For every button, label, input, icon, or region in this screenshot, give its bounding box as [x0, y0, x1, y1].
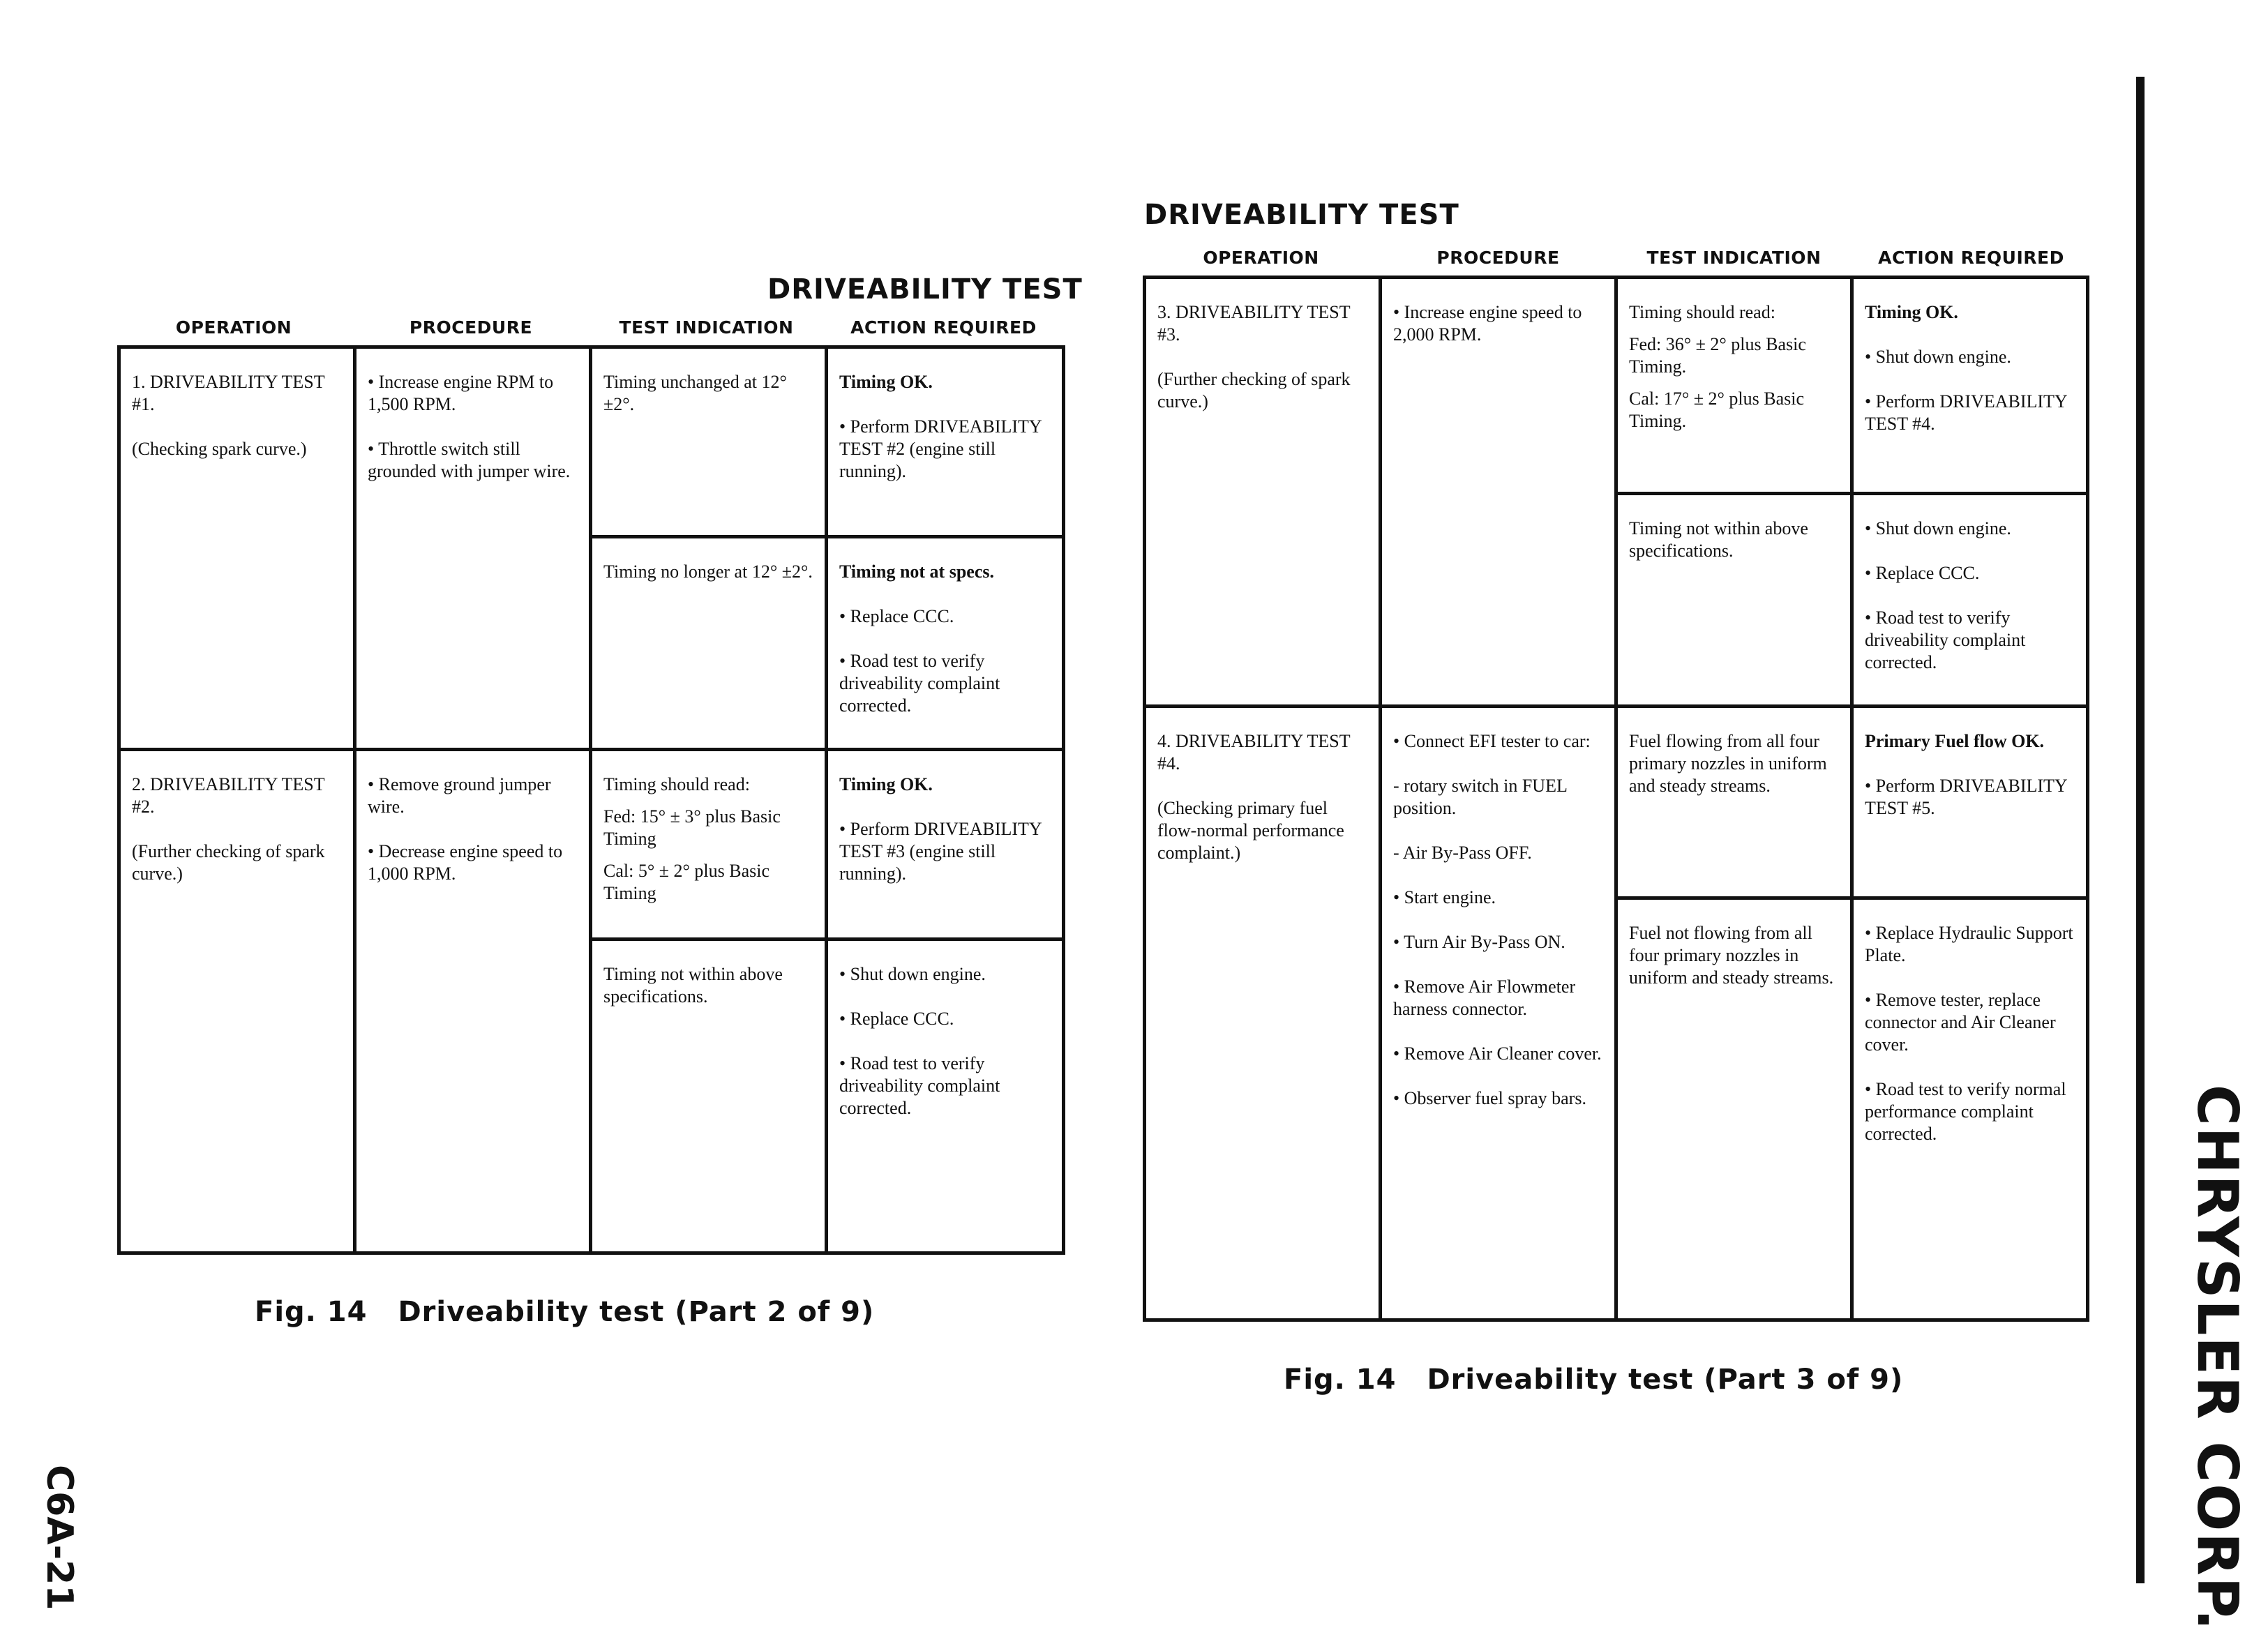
procedure-step: • Increase engine speed to 2,000 RPM.: [1393, 302, 1582, 345]
action-cell: [827, 940, 1064, 1253]
left-table: [117, 345, 1065, 1255]
indication-cell: [591, 347, 827, 537]
indication-cell: [591, 750, 827, 940]
operation-cell: [1145, 278, 1381, 707]
action-title: Timing not at specs.: [839, 561, 994, 582]
action-step: • Replace CCC.: [1865, 563, 1980, 583]
action-cell: [1852, 707, 2088, 898]
indication-text: Fuel flowing from all four primary nozzles in uniform and steady streams.: [1629, 731, 1827, 796]
operation-note: (Further checking of spark curve.): [1157, 369, 1351, 412]
margin-rule: [2136, 77, 2145, 1583]
action-step: • Shut down engine.: [1865, 518, 2011, 538]
left-col-procedure: PROCEDURE: [409, 317, 533, 338]
indication-text: Timing not within above specifications.: [603, 964, 783, 1006]
action-cell: [1852, 898, 2088, 1320]
operation-note: (Checking spark curve.): [132, 439, 307, 459]
operation-title: 4. DRIVEABILITY TEST #4.: [1157, 731, 1351, 774]
indication-text: Timing no longer at 12° ±2°.: [603, 561, 813, 582]
operation-note: (Checking primary fuel flow-normal performance complaint.): [1157, 798, 1344, 863]
indication-text: Timing not within above specifications.: [1629, 518, 1808, 561]
indication-text: Timing unchanged at 12° ±2°.: [603, 372, 787, 414]
left-col-indication: TEST INDICATION: [619, 317, 794, 338]
action-step: • Perform DRIVEABILITY TEST #5.: [1865, 776, 2067, 818]
operation-cell: [119, 347, 355, 750]
operation-note: (Further checking of spark curve.): [132, 841, 325, 884]
procedure-cell: [1381, 278, 1616, 707]
indication-cell: [591, 940, 827, 1253]
action-step: • Perform DRIVEABILITY TEST #2 (engine still running).: [839, 416, 1042, 481]
procedure-step: • Observer fuel spray bars.: [1393, 1088, 1586, 1108]
left-caption-text: Driveability test (Part 2 of 9): [398, 1296, 875, 1328]
procedure-cell: [355, 750, 591, 1253]
action-cell: [1852, 494, 2088, 707]
right-col-action: ACTION REQUIRED: [1878, 248, 2064, 268]
right-col-indication: TEST INDICATION: [1646, 248, 1822, 268]
indication-text: Fed: 15° ± 3° plus Basic Timing: [603, 806, 781, 849]
right-heading: DRIVEABILITY TEST: [1144, 199, 1459, 231]
action-cell: [827, 347, 1064, 537]
operation-title: 3. DRIVEABILITY TEST #3.: [1157, 302, 1351, 345]
procedure-step: • Turn Air By-Pass ON.: [1393, 932, 1565, 952]
procedure-step: • Start engine.: [1393, 887, 1496, 907]
action-step: • Shut down engine.: [1865, 347, 2011, 367]
action-cell: [827, 537, 1064, 750]
procedure-step: • Increase engine RPM to 1,500 RPM.: [368, 372, 554, 414]
page-number: C6A-21: [38, 1465, 80, 1611]
left-heading: DRIVEABILITY TEST: [767, 273, 1083, 306]
indication-text: Cal: 5° ± 2° plus Basic Timing: [603, 861, 769, 903]
action-title: Timing OK.: [1865, 302, 1958, 322]
right-col-operation: OPERATION: [1203, 248, 1319, 268]
action-step: • Road test to verify normal performance complaint corrected.: [1865, 1079, 2066, 1144]
procedure-step: • Decrease engine speed to 1,000 RPM.: [368, 841, 563, 884]
action-step: • Replace CCC.: [839, 606, 954, 626]
action-step: • Shut down engine.: [839, 964, 986, 984]
left-col-action: ACTION REQUIRED: [850, 317, 1037, 338]
action-step: • Replace Hydraulic Support Plate.: [1865, 923, 2073, 965]
indication-cell: [1616, 898, 1852, 1320]
left-caption-fig: Fig. 14: [255, 1296, 368, 1328]
action-step: • Road test to verify driveability complaint corrected.: [839, 1053, 1000, 1118]
brand-name: CHRYSLER CORP.: [2185, 1085, 2250, 1632]
procedure-cell: [355, 347, 591, 750]
operation-title: 1. DRIVEABILITY TEST #1.: [132, 372, 325, 414]
procedure-step: • Remove Air Flowmeter harness connector.: [1393, 976, 1576, 1019]
indication-cell: [1616, 494, 1852, 707]
indication-text: Fuel not flowing from all four primary nozzles in uniform and steady streams.: [1629, 923, 1834, 988]
operation-title: 2. DRIVEABILITY TEST #2.: [132, 774, 325, 817]
action-step: • Road test to verify driveability complaint corrected.: [839, 651, 1000, 716]
action-step: • Remove tester, replace connector and Air Cleaner cover.: [1865, 990, 2056, 1055]
left-col-operation: OPERATION: [175, 317, 292, 338]
action-title: Timing OK.: [839, 372, 933, 392]
right-caption-fig: Fig. 14: [1284, 1364, 1397, 1396]
operation-cell: [119, 750, 355, 1253]
indication-text: Timing should read:: [1629, 302, 1775, 322]
action-cell: [827, 750, 1064, 940]
procedure-step: • Remove Air Cleaner cover.: [1393, 1043, 1602, 1064]
action-title: Primary Fuel flow OK.: [1865, 731, 2045, 751]
action-cell: [1852, 278, 2088, 494]
action-step: • Perform DRIVEABILITY TEST #4.: [1865, 391, 2067, 434]
right-col-procedure: PROCEDURE: [1436, 248, 1560, 268]
right-table: [1143, 276, 2089, 1322]
right-caption: [1284, 1364, 1903, 1396]
procedure-cell: [1381, 707, 1616, 1320]
procedure-step: - Air By-Pass OFF.: [1393, 843, 1532, 863]
indication-cell: [1616, 278, 1852, 494]
procedure-step: - rotary switch in FUEL position.: [1393, 776, 1567, 818]
action-step: • Perform DRIVEABILITY TEST #3 (engine still running).: [839, 819, 1042, 884]
procedure-step: • Throttle switch still grounded with jumper wire.: [368, 439, 571, 481]
indication-cell: [1616, 707, 1852, 898]
indication-text: Fed: 36° ± 2° plus Basic Timing.: [1629, 334, 1806, 377]
procedure-step: • Connect EFI tester to car:: [1393, 731, 1591, 751]
action-title: Timing OK.: [839, 774, 933, 794]
left-caption: [255, 1296, 874, 1328]
action-step: • Replace CCC.: [839, 1009, 954, 1029]
indication-text: Timing should read:: [603, 774, 750, 794]
action-step: • Road test to verify driveability complaint corrected.: [1865, 608, 2026, 672]
indication-cell: [591, 537, 827, 750]
procedure-step: • Remove ground jumper wire.: [368, 774, 551, 817]
right-caption-text: Driveability test (Part 3 of 9): [1427, 1364, 1904, 1396]
operation-cell: [1145, 707, 1381, 1320]
indication-text: Cal: 17° ± 2° plus Basic Timing.: [1629, 389, 1804, 431]
